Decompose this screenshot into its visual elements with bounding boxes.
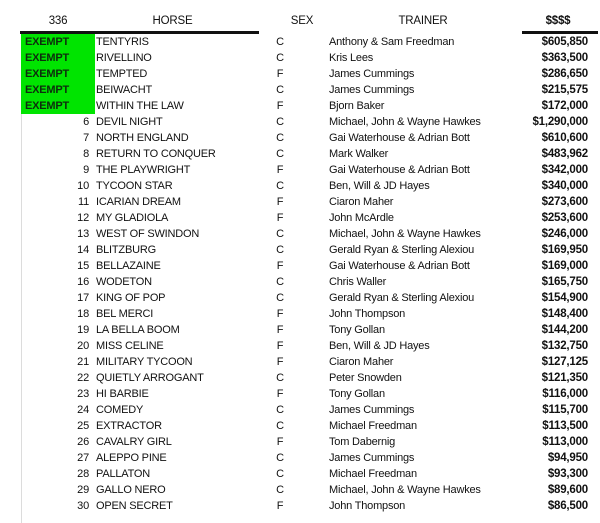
rank-cell[interactable]: 8 (83, 148, 89, 160)
rank-cell[interactable]: 23 (77, 388, 89, 400)
horse-name-cell[interactable]: ALEPPO PINE (96, 452, 167, 464)
exempt-cell[interactable]: EXEMPT (21, 82, 95, 98)
exempt-cell[interactable]: EXEMPT (21, 34, 95, 50)
table-row (0, 482, 600, 498)
prizemoney-cell[interactable]: $605,850 (541, 36, 588, 48)
horse-name-cell[interactable]: OPEN SECRET (96, 500, 173, 512)
rank-cell[interactable]: 17 (77, 292, 89, 304)
rank-cell[interactable]: 20 (77, 340, 89, 352)
horse-name-cell[interactable]: ICARIAN DREAM (96, 196, 181, 208)
trainer-cell[interactable]: Ciaron Maher (329, 196, 394, 208)
sex-cell[interactable]: F (276, 324, 284, 336)
horse-name-cell[interactable]: NORTH ENGLAND (96, 132, 189, 144)
horse-name-cell[interactable]: EXTRACTOR (96, 420, 162, 432)
horse-name-cell[interactable]: HI BARBIE (96, 388, 149, 400)
table-row (0, 194, 600, 210)
sex-cell[interactable]: F (276, 388, 284, 400)
table-row (0, 226, 600, 242)
table-body (0, 34, 600, 514)
exempt-cell[interactable]: EXEMPT (21, 98, 95, 114)
sex-cell[interactable]: C (276, 228, 284, 240)
table-row (0, 178, 600, 194)
trainer-cell[interactable]: Mark Walker (329, 148, 389, 160)
prizemoney-cell[interactable]: $89,600 (547, 484, 588, 496)
horse-name-cell[interactable]: MY GLADIOLA (96, 212, 169, 224)
trainer-cell[interactable]: James Cummings (329, 452, 415, 464)
prizemoney-cell[interactable]: $483,962 (541, 148, 588, 160)
table-row (0, 210, 600, 226)
horse-name-cell[interactable]: WODETON (96, 276, 152, 288)
sex-cell[interactable]: C (276, 468, 284, 480)
horse-name-cell[interactable]: BLITZBURG (96, 244, 156, 256)
sex-cell[interactable]: C (276, 404, 284, 416)
horse-name-cell[interactable]: MISS CELINE (96, 340, 164, 352)
trainer-cell[interactable]: Kris Lees (329, 52, 374, 64)
prizemoney-cell[interactable]: $93,300 (547, 468, 588, 480)
trainer-cell[interactable]: James Cummings (329, 84, 415, 96)
prizemoney-cell[interactable]: $246,000 (541, 228, 588, 240)
sex-cell[interactable]: C (276, 132, 284, 144)
sex-cell[interactable]: F (276, 356, 284, 368)
table-row (0, 98, 600, 114)
table-row (0, 146, 600, 162)
trainer-cell[interactable]: Michael, John & Wayne Hawkes (329, 116, 481, 128)
rank-cell[interactable]: 10 (77, 180, 89, 192)
trainer-cell[interactable]: Peter Snowden (329, 372, 402, 384)
trainer-cell[interactable]: Michael, John & Wayne Hawkes (329, 484, 481, 496)
table-row (0, 242, 600, 258)
horse-name-cell[interactable]: BEIWACHT (96, 84, 153, 96)
horse-name-cell[interactable]: RETURN TO CONQUER (96, 148, 216, 160)
trainer-cell[interactable]: Anthony & Sam Freedman (329, 36, 455, 48)
rank-cell[interactable]: 22 (77, 372, 89, 384)
table-row (0, 66, 600, 82)
table-row (0, 354, 600, 370)
horse-name-cell[interactable]: BEL MERCI (96, 308, 154, 320)
prizemoney-cell[interactable]: $342,000 (541, 164, 588, 176)
rank-cell[interactable]: 11 (77, 196, 89, 208)
sex-cell[interactable]: C (276, 84, 284, 96)
prizemoney-cell[interactable]: $86,500 (547, 500, 588, 512)
horse-name-cell[interactable]: PALLATON (96, 468, 151, 480)
sex-cell[interactable]: F (276, 500, 284, 512)
horse-name-cell[interactable]: WITHIN THE LAW (96, 100, 184, 112)
prizemoney-cell[interactable]: $610,600 (541, 132, 588, 144)
prizemoney-cell[interactable]: $215,575 (541, 84, 588, 96)
prizemoney-cell[interactable]: $169,950 (541, 244, 588, 256)
rank-cell[interactable]: 16 (77, 276, 89, 288)
trainer-cell[interactable]: Michael Freedman (329, 468, 417, 480)
sex-cell[interactable]: C (276, 36, 284, 48)
trainer-cell[interactable]: James Cummings (329, 404, 415, 416)
trainer-cell[interactable]: Tom Dabernig (329, 436, 396, 448)
prizemoney-cell[interactable]: $113,000 (542, 436, 588, 448)
table-row (0, 130, 600, 146)
prizemoney-cell[interactable]: $127,125 (541, 356, 588, 368)
table-row (0, 162, 600, 178)
trainer-cell[interactable]: Bjorn Baker (329, 100, 385, 112)
prizemoney-cell[interactable]: $165,750 (541, 276, 588, 288)
prizemoney-cell[interactable]: $148,400 (541, 308, 588, 320)
table-row (0, 370, 600, 386)
table-row (0, 466, 600, 482)
trainer-cell[interactable]: Michael Freedman (329, 420, 417, 432)
horse-name-cell[interactable]: MILITARY TYCOON (96, 356, 193, 368)
column-header-trainer[interactable]: TRAINER (398, 15, 448, 27)
rank-cell[interactable]: 19 (77, 324, 89, 336)
sex-cell[interactable]: F (276, 436, 284, 448)
prizemoney-cell[interactable]: $113,500 (542, 420, 588, 432)
rank-cell[interactable]: 30 (77, 500, 89, 512)
table-row (0, 306, 600, 322)
prizemoney-cell[interactable]: $121,350 (541, 372, 588, 384)
sex-cell[interactable]: F (276, 100, 284, 112)
table-row (0, 386, 600, 402)
table-row (0, 34, 600, 50)
sex-cell[interactable]: F (276, 340, 284, 352)
table-row (0, 290, 600, 306)
table-row (0, 114, 600, 130)
rank-cell[interactable]: 21 (77, 356, 89, 368)
prizemoney-cell[interactable]: $94,950 (547, 452, 588, 464)
prizemoney-cell[interactable]: $144,200 (541, 324, 588, 336)
table-row (0, 82, 600, 98)
column-header-horse[interactable]: HORSE (152, 15, 193, 27)
table-row (0, 450, 600, 466)
rank-cell[interactable]: 28 (77, 468, 89, 480)
horse-name-cell[interactable]: QUIETLY ARROGANT (96, 372, 204, 384)
trainer-cell[interactable]: James Cummings (329, 68, 415, 80)
horse-name-cell[interactable]: CAVALRY GIRL (96, 436, 172, 448)
column-header-count[interactable]: 336 (48, 15, 68, 27)
trainer-cell[interactable]: Gai Waterhouse & Adrian Bott (329, 164, 470, 176)
sex-cell[interactable]: F (276, 260, 284, 272)
prizemoney-cell[interactable]: $273,600 (541, 196, 588, 208)
trainer-cell[interactable]: Ben, Will & JD Hayes (329, 180, 430, 192)
horse-name-cell[interactable]: TYCOON STAR (96, 180, 173, 192)
horse-name-cell[interactable]: WEST OF SWINDON (96, 228, 200, 240)
table-row (0, 338, 600, 354)
prizemoney-cell[interactable]: $169,000 (541, 260, 588, 272)
trainer-cell[interactable]: Gai Waterhouse & Adrian Bott (329, 132, 470, 144)
column-header-sex[interactable]: SEX (290, 15, 314, 27)
trainer-cell[interactable]: Gerald Ryan & Sterling Alexiou (329, 244, 475, 256)
prizemoney-cell[interactable]: $115,700 (542, 404, 588, 416)
trainer-cell[interactable]: Tony Gollan (329, 388, 385, 400)
trainer-cell[interactable]: Ben, Will & JD Hayes (329, 340, 430, 352)
horse-name-cell[interactable]: RIVELLINO (96, 52, 152, 64)
table-row (0, 402, 600, 418)
horse-name-cell[interactable]: GALLO NERO (96, 484, 166, 496)
sex-cell[interactable]: F (276, 196, 284, 208)
rank-cell[interactable]: 9 (83, 164, 89, 176)
horse-name-cell[interactable]: THE PLAYWRIGHT (96, 164, 191, 176)
table-row (0, 258, 600, 274)
prizemoney-cell[interactable]: $363,500 (541, 52, 588, 64)
sex-cell[interactable]: C (276, 244, 284, 256)
trainer-cell[interactable]: Gai Waterhouse & Adrian Bott (329, 260, 470, 272)
rank-cell[interactable]: 24 (77, 404, 89, 416)
trainer-cell[interactable]: Ciaron Maher (329, 356, 394, 368)
table-row (0, 50, 600, 66)
table-row (0, 274, 600, 290)
horse-name-cell[interactable]: TENTYRIS (96, 36, 149, 48)
trainer-cell[interactable]: John Thompson (329, 308, 406, 320)
prizemoney-cell[interactable]: $116,000 (542, 388, 588, 400)
trainer-cell[interactable]: John McArdle (329, 212, 394, 224)
sex-cell[interactable]: C (276, 180, 284, 192)
table-row (0, 498, 600, 514)
sex-cell[interactable]: C (276, 52, 284, 64)
rank-cell[interactable]: 29 (77, 484, 89, 496)
trainer-cell[interactable]: John Thompson (329, 500, 406, 512)
sex-cell[interactable]: C (276, 452, 284, 464)
sex-cell[interactable]: C (276, 420, 284, 432)
rank-cell[interactable]: 26 (77, 436, 89, 448)
trainer-cell[interactable]: Michael, John & Wayne Hawkes (329, 228, 481, 240)
rank-cell[interactable]: 15 (77, 260, 89, 272)
sex-cell[interactable]: C (276, 276, 284, 288)
prizemoney-cell[interactable]: $132,750 (541, 340, 588, 352)
rank-cell[interactable]: 14 (77, 244, 89, 256)
exempt-cell[interactable]: EXEMPT (21, 66, 95, 82)
sex-cell[interactable]: C (276, 484, 284, 496)
sex-cell[interactable]: C (276, 292, 284, 304)
sex-cell[interactable]: F (276, 68, 284, 80)
rank-cell[interactable]: 13 (77, 228, 89, 240)
prizemoney-cell[interactable]: $1,290,000 (532, 116, 588, 128)
horse-name-cell[interactable]: LA BELLA BOOM (96, 324, 180, 336)
prizemoney-cell[interactable]: $253,600 (541, 212, 588, 224)
sex-cell[interactable]: F (276, 164, 284, 176)
horse-name-cell[interactable]: COMEDY (96, 404, 144, 416)
column-header-prizemoney[interactable]: $$$$ (545, 15, 571, 27)
rank-cell[interactable]: 18 (77, 308, 89, 320)
rank-cell[interactable]: 25 (77, 420, 89, 432)
table-row (0, 434, 600, 450)
horse-name-cell[interactable]: DEVIL NIGHT (96, 116, 163, 128)
rank-cell[interactable]: 12 (77, 212, 89, 224)
table-row (0, 322, 600, 338)
sex-cell[interactable]: C (276, 372, 284, 384)
rank-cell[interactable]: 7 (83, 132, 89, 144)
sex-cell[interactable]: C (276, 148, 284, 160)
exempt-cell[interactable]: EXEMPT (21, 50, 95, 66)
sex-cell[interactable]: F (276, 212, 284, 224)
rank-cell[interactable]: 6 (83, 116, 89, 128)
prizemoney-cell[interactable]: $286,650 (541, 68, 588, 80)
trainer-cell[interactable]: Gerald Ryan & Sterling Alexiou (329, 292, 475, 304)
table-row (0, 418, 600, 434)
horse-name-cell[interactable]: KING OF POP (96, 292, 166, 304)
horse-name-cell[interactable]: TEMPTED (96, 68, 148, 80)
prizemoney-cell[interactable]: $172,000 (541, 100, 588, 112)
trainer-cell[interactable]: Tony Gollan (329, 324, 385, 336)
horse-name-cell[interactable]: BELLAZAINE (96, 260, 161, 272)
prizemoney-cell[interactable]: $154,900 (541, 292, 588, 304)
rank-cell[interactable]: 27 (77, 452, 89, 464)
trainer-cell[interactable]: Chris Waller (329, 276, 387, 288)
sex-cell[interactable]: F (276, 308, 284, 320)
prizemoney-cell[interactable]: $340,000 (541, 180, 588, 192)
sex-cell[interactable]: C (276, 116, 284, 128)
